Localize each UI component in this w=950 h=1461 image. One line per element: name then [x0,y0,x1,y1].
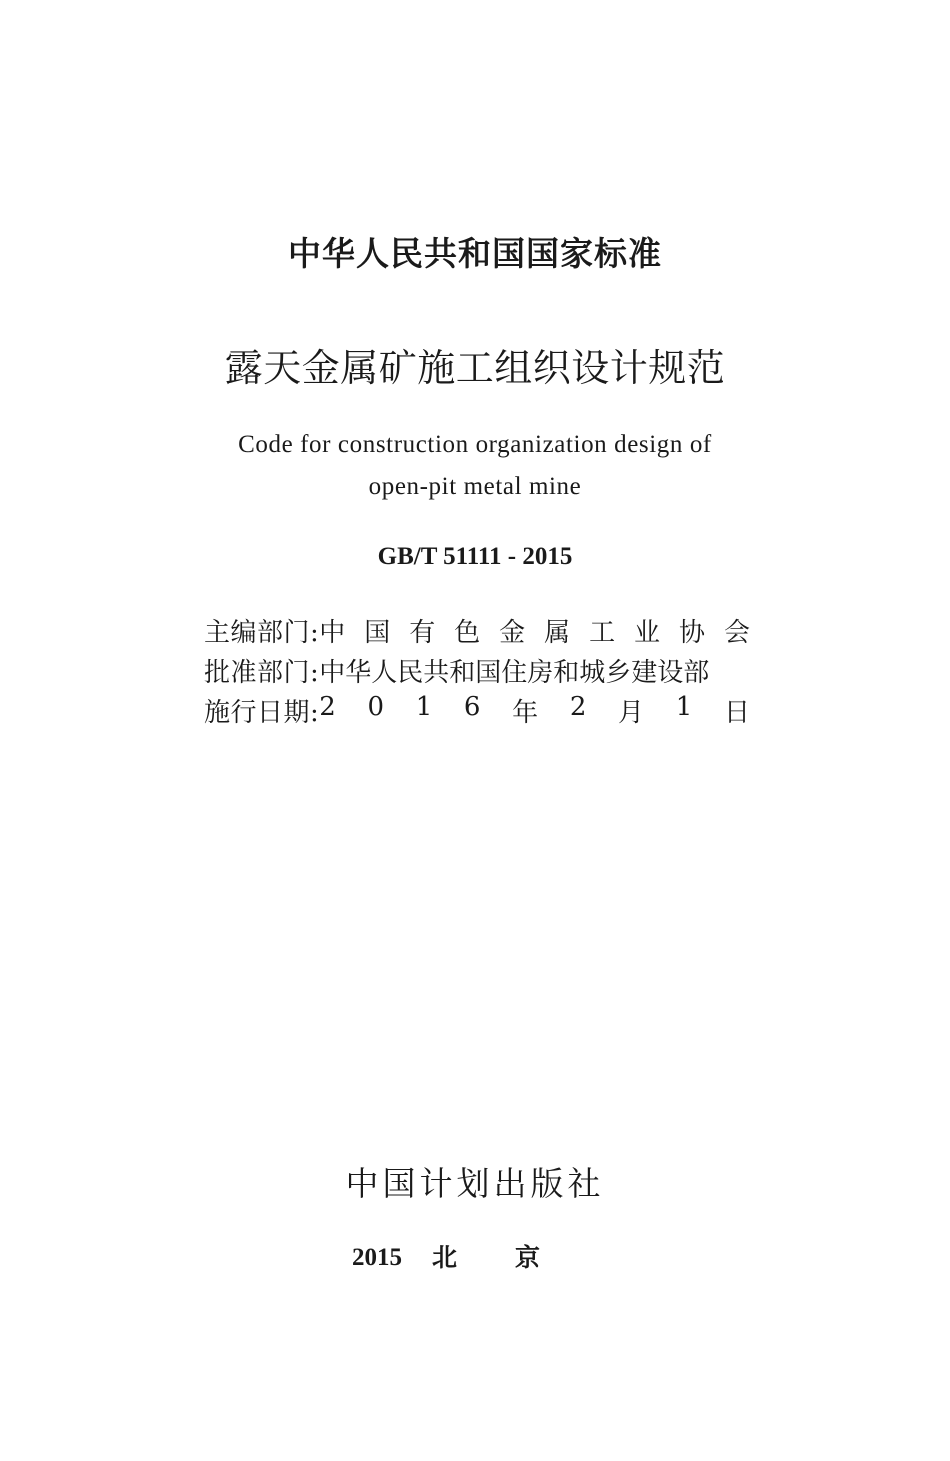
date-char: 1 [415,691,433,722]
date-char: 日 [723,697,750,728]
editor-row [204,610,750,650]
publisher-name: 中国计划出版社 [345,1164,605,1203]
editor-char: 会 [723,617,750,648]
effective-date-label: 施行日期: [204,697,320,728]
title-chinese: 露天金属矿施工组织设计规范 [224,346,726,390]
date-char: 6 [463,691,481,722]
approver-label: 批准部门: [204,657,320,688]
editor-char: 有 [409,617,436,648]
imprint [0,1240,950,1276]
national-standard-heading: 中华人民共和国国家标准 [288,234,662,273]
date-char: 2 [319,691,336,722]
approver-row [204,650,750,690]
date-char: 月 [618,697,645,728]
editor-char: 色 [454,617,481,648]
editor-char: 金 [499,617,526,648]
imprint-year: 2015 [351,1244,402,1271]
title-english-line-1: Code for construction organization design of [238,431,712,458]
editor-label: 主编部门: [204,617,320,648]
editor-char: 业 [634,617,661,648]
standard-number: GB/T 51111 - 2015 [377,543,573,570]
editor-value [319,612,750,649]
date-char: 2 [569,691,587,722]
editor-char: 中 [319,617,346,648]
editor-char: 属 [544,617,571,648]
info-block [204,610,750,730]
editor-char: 工 [589,617,616,648]
date-char: 0 [367,691,385,722]
title-english-line-2: open-pit metal mine [368,473,582,500]
date-char: 1 [675,691,693,722]
date-char: 年 [512,697,539,728]
effective-date-value [319,692,750,729]
editor-char: 国 [364,617,391,648]
approver-value: 中华人民共和国住房和城乡建设部 [319,657,710,688]
imprint-city: 北京 [431,1243,598,1272]
editor-char: 协 [679,617,706,648]
effective-date-row [204,690,750,730]
